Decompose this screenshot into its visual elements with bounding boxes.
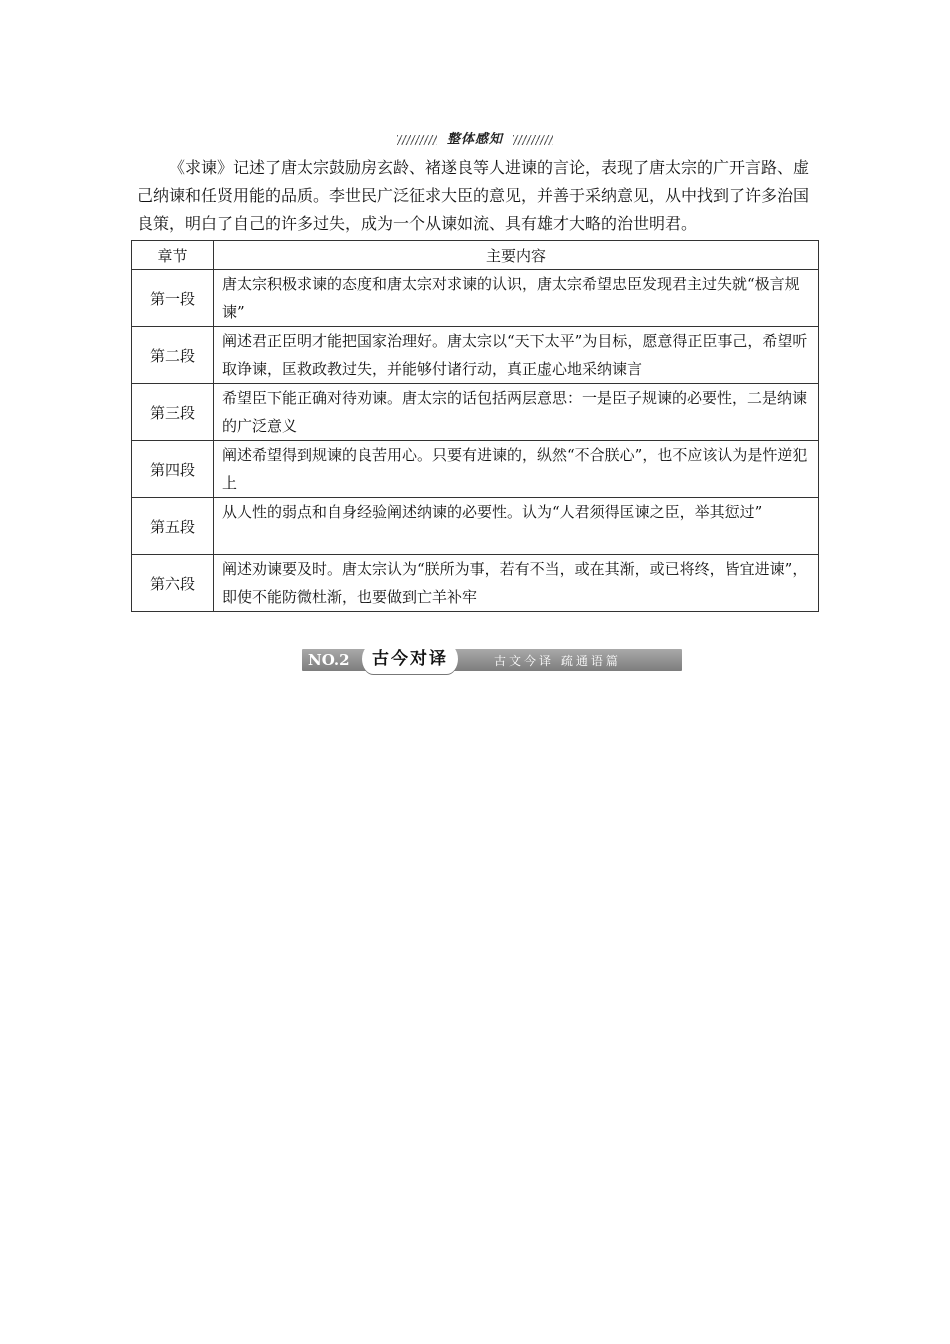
section-banner	[302, 649, 682, 671]
chapter-cell: 第四段	[132, 441, 214, 498]
section-title: 整体感知	[446, 132, 503, 147]
table-row	[132, 498, 819, 555]
table-row	[132, 555, 819, 612]
table-row	[132, 270, 819, 327]
header-chapter: 章节	[132, 241, 214, 270]
chapter-cell: 第三段	[132, 384, 214, 441]
header-content: 主要内容	[214, 241, 819, 270]
chapter-cell: 第五段	[132, 498, 214, 555]
section-heading	[0, 128, 950, 147]
content-cell: 阐述劝谏要及时。唐太宗认为“朕所为事，若有不当，或在其渐，或已将终，皆宜进谏”，即使不能防微杜渐，也要做到亡羊补牢	[214, 555, 819, 612]
hatch-decoration-left	[397, 135, 437, 145]
table-row	[132, 327, 819, 384]
table-header-row	[132, 241, 819, 270]
table-row	[132, 441, 819, 498]
content-cell: 希望臣下能正确对待劝谏。唐太宗的话包括两层意思：一是臣子规谏的必要性，二是纳谏的广泛意义	[214, 384, 819, 441]
banner-title: 古今对译	[362, 644, 458, 674]
chapter-cell: 第一段	[132, 270, 214, 327]
content-cell: 从人性的弱点和自身经验阐述纳谏的必要性。认为“人君须得匡谏之臣，举其愆过”	[214, 498, 819, 555]
content-cell: 唐太宗积极求谏的态度和唐太宗对求谏的认识，唐太宗希望忠臣发现君主过失就“极言规谏”	[214, 270, 819, 327]
chapter-cell: 第六段	[132, 555, 214, 612]
hatch-decoration-right	[513, 135, 553, 145]
content-cell: 阐述希望得到规谏的良苦用心。只要有进谏的，纵然“不合朕心”，也不应该认为是忤逆犯上	[214, 441, 819, 498]
chapter-cell: 第二段	[132, 327, 214, 384]
content-cell: 阐述君正臣明才能把国家治理好。唐太宗以“天下太平”为目标，愿意得正臣事己，希望听取诤谏，匡救政教过失，并能够付诸行动，真正虚心地采纳谏言	[214, 327, 819, 384]
banner-number: NO.2	[308, 651, 350, 669]
table-row	[132, 384, 819, 441]
summary-table	[131, 240, 819, 612]
banner-tagline: 古文今译 疏通语篇	[494, 653, 621, 668]
intro-paragraph: 《求谏》记述了唐太宗鼓励房玄龄、褚遂良等人进谏的言论，表现了唐太宗的广开言路、虚己纳谏和任贤用能的品质。李世民广泛征求大臣的意见，并善于采纳意见，从中找到了许多治国良策，明白了自己的许多过失，成为一个从谏如流、具有雄才大略的治世明君。	[137, 158, 810, 233]
